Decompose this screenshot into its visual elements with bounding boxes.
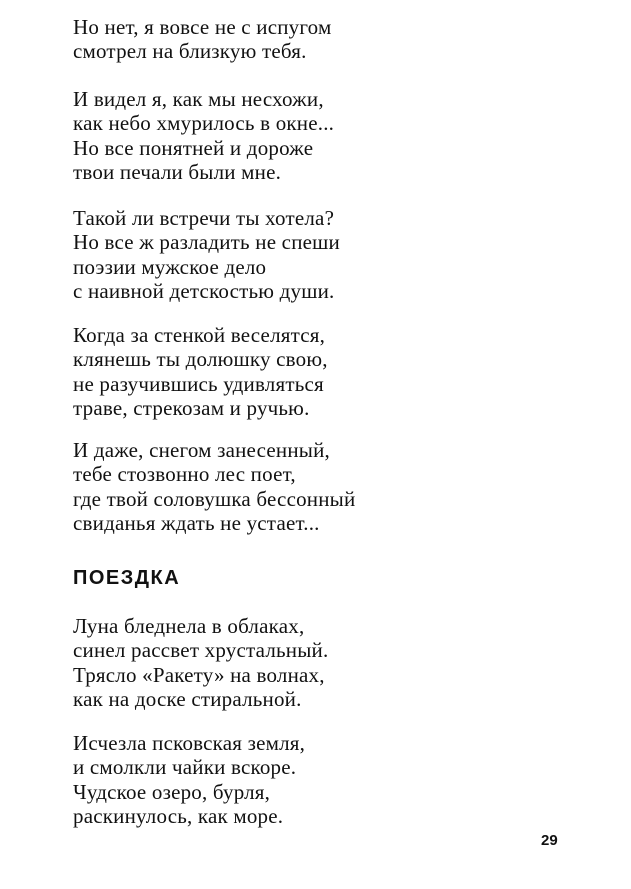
poem-line: с наивной детскостью души. — [73, 278, 335, 303]
poem-line: Когда за стенкой веселятся, — [73, 323, 326, 347]
poem-line: И видел я, как мы несхожи, — [73, 87, 324, 111]
poem-line: тебе стозвонно лес поет, — [73, 462, 296, 487]
poem-line: Исчезла псковская земля, — [73, 731, 306, 755]
poem-line: и смолкли чайки вскоре. — [73, 755, 297, 780]
poem-line: не разучившись удивляться — [73, 371, 324, 396]
poem-line: Но нет, я вовсе не с испугом — [73, 15, 332, 39]
poem-line: раскинулось, как море. — [73, 803, 284, 828]
page-number: 29 — [541, 832, 558, 849]
poem-stanza — [73, 323, 328, 420]
poem-stanza — [73, 87, 334, 184]
poem-stanza — [73, 438, 355, 535]
poem-line: Но все ж разладить не спеши — [73, 230, 340, 255]
poem-line: как небо хмурилось в окне... — [73, 111, 335, 136]
poem-line: Трясло «Ракету» на волнах, — [73, 662, 325, 687]
poem-stanza — [73, 614, 328, 711]
poem-line: клянешь ты долюшку свою, — [73, 347, 328, 372]
poem-line: поэзии мужское дело — [73, 254, 267, 279]
poem-stanza — [73, 206, 340, 303]
poem-line: синел рассвет хрустальный. — [73, 638, 329, 663]
poem-line: Чудское озеро, бурля, — [73, 779, 271, 804]
poem-line: свиданья ждать не устает... — [73, 510, 320, 535]
poem-line: И даже, снегом занесенный, — [73, 438, 330, 462]
poem-stanza — [73, 731, 305, 828]
poem-line: твои печали были мне. — [73, 159, 282, 184]
poem-line: где твой соловушка бессонный — [73, 486, 356, 511]
poem-line: Такой ли встречи ты хотела? — [73, 206, 335, 230]
poem-line: Но все понятней и дороже — [73, 135, 314, 160]
poem-line: смотрел на близкую тебя. — [73, 39, 307, 64]
poem-line: Луна бледнела в облаках, — [73, 614, 305, 638]
poem-title: ПОЕЗДКА — [73, 567, 181, 589]
poem-line: как на доске стиральной. — [73, 686, 302, 711]
poem-line: траве, стрекозам и ручью. — [73, 395, 310, 420]
poem-stanza — [73, 15, 331, 64]
